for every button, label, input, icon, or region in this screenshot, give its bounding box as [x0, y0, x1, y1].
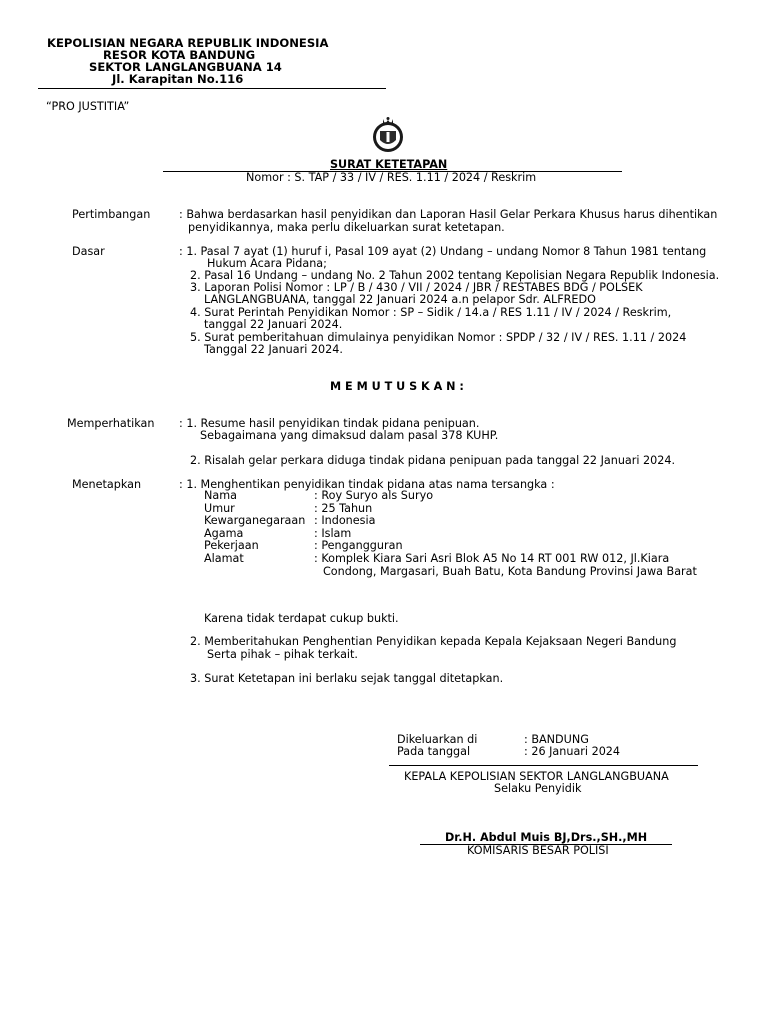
menetapkan-item-3: 3. Surat Ketetapan ini berlaku sejak tanggal ditetapkan. [190, 672, 504, 685]
field-value: : 25 Tahun [314, 502, 373, 515]
menetapkan-item-2-line-1: 2. Memberitahukan Penghentian Penyidikan kepada Kepala Kejaksaan Negeri Bandung [190, 635, 677, 648]
memutuskan-heading: M E M U T U S K A N : [330, 380, 464, 393]
field-value: : Indonesia [314, 514, 376, 527]
memperhatikan-item-1-line-1: : 1. Resume hasil penyidikan tindak pidana penipuan. [179, 417, 480, 430]
field-value: : Pengangguran [314, 539, 403, 552]
pertimbangan-line-1: : Bahwa berdasarkan hasil penyidikan dan Laporan Hasil Gelar Perkara Khusus harus dihentikan [179, 208, 718, 221]
field-label: Pekerjaan [204, 539, 259, 552]
police-emblem-icon [369, 116, 407, 154]
dasar-item-2: 2. Pasal 16 Undang – undang No. 2 Tahun 2002 tentang Kepolisian Negara Republik Indonesia. [190, 269, 720, 282]
dasar-item-1-line-1: : 1. Pasal 7 ayat (1) huruf i, Pasal 109 ayat (2) Undang – undang Nomor 8 Tahun 1981 tentang [179, 245, 707, 258]
dasar-item-4-line-2: tanggal 22 Januari 2024. [204, 318, 343, 331]
dasar-label: Dasar [72, 245, 105, 258]
menetapkan-item-2-line-2: Serta pihak – pihak terkait. [207, 648, 358, 661]
field-value: : Islam [314, 527, 352, 540]
pro-justitia: “PRO JUSTITIA” [46, 100, 130, 113]
dasar-item-1-line-2: Hukum Acara Pidana; [207, 257, 327, 270]
field-label: Umur [204, 502, 235, 515]
menetapkan-item-1: : 1. Menghentikan penyidikan tindak pidana atas nama tersangka : [179, 478, 555, 491]
pertimbangan-line-2: penyidikannya, maka perlu dikeluarkan surat ketetapan. [188, 221, 505, 234]
field-label: Kewarganegaraan [204, 514, 306, 527]
document-number: Nomor : S. TAP / 33 / IV / RES. 1.11 / 2024 / Reskrim [246, 171, 537, 184]
field-value: : Roy Suryo als Suryo [314, 489, 434, 502]
field-label: Agama [204, 527, 244, 540]
document-title: SURAT KETETAPAN [330, 158, 448, 171]
header-line-3: SEKTOR LANGLANGBUANA 14 [89, 60, 282, 74]
dasar-item-5-line-2: Tanggal 22 Januari 2024. [204, 343, 343, 356]
issued-place-value: : BANDUNG [524, 733, 589, 746]
header-divider [38, 88, 386, 89]
field-label: Nama [204, 489, 237, 502]
memperhatikan-label: Memperhatikan [67, 417, 155, 430]
header-line-1: KEPOLISIAN NEGARA REPUBLIK INDONESIA [47, 36, 329, 50]
signature-role: Selaku Penyidik [494, 782, 582, 795]
dasar-item-5-line-1: 5. Surat pemberitahuan dimulainya penyidikan Nomor : SPDP / 32 / IV / RES. 1.11 / 2024 [190, 331, 687, 344]
dasar-item-4-line-1: 4. Surat Perintah Penyidikan Nomor : SP – Sidik / 14.a / RES 1.11 / IV / 2024 / Reskrim, [190, 306, 672, 319]
header-line-2: RESOR KOTA BANDUNG [103, 48, 256, 62]
alamat-line-2: Condong, Margasari, Buah Batu, Kota Bandung Provinsi Jawa Barat [323, 565, 697, 578]
menetapkan-label: Menetapkan [72, 478, 142, 491]
dasar-item-3-line-2: LANGLANGBUANA, tanggal 22 Januari 2024 a.n pelapor Sdr. ALFREDO [204, 293, 596, 306]
header-line-4: Jl. Karapitan No.116 [112, 72, 244, 86]
memperhatikan-item-2: 2. Risalah gelar perkara diduga tindak pidana penipuan pada tanggal 22 Januari 2024. [190, 454, 676, 467]
signature-rank: KOMISARIS BESAR POLISI [467, 844, 609, 857]
issued-date-value: : 26 Januari 2024 [524, 745, 621, 758]
issued-date-label: Pada tanggal [397, 745, 471, 758]
karena-text: Karena tidak terdapat cukup bukti. [204, 612, 399, 625]
signature-position: KEPALA KEPOLISIAN SEKTOR LANGLANGBUANA [404, 770, 669, 783]
dasar-item-3-line-1: 3. Laporan Polisi Nomor : LP / B / 430 / VII / 2024 / JBR / RESTABES BDG / POLSEK [190, 281, 643, 294]
field-value: : Komplek Kiara Sari Asri Blok A5 No 14 RT 001 RW 012, Jl.Kiara [314, 552, 670, 565]
signature-name: Dr.H. Abdul Muis BJ,Drs.,SH.,MH [445, 831, 648, 844]
pertimbangan-label: Pertimbangan [72, 208, 151, 221]
field-label: Alamat [204, 552, 244, 565]
memperhatikan-item-1-line-2: Sebagaimana yang dimaksud dalam pasal 378 KUHP. [200, 429, 499, 442]
issued-divider [389, 765, 698, 766]
issued-place-label: Dikeluarkan di [397, 733, 478, 746]
